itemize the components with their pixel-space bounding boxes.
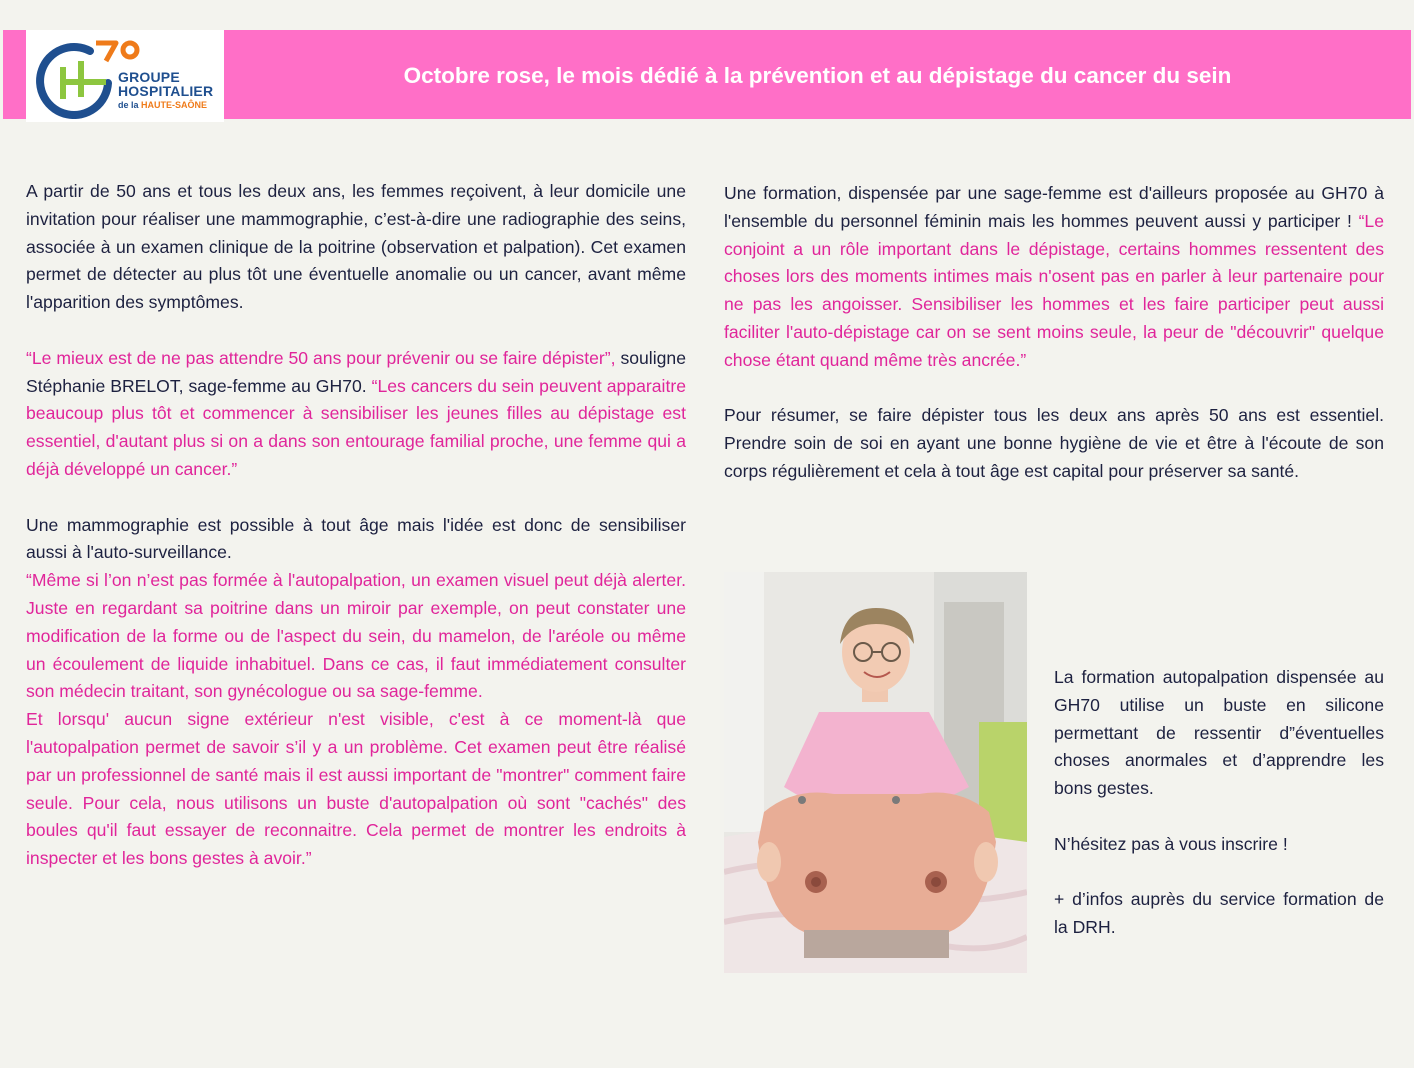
left-column <box>26 178 686 873</box>
autopalpation-quote: Et lorsqu' aucun signe extérieur n'est visible, c'est à ce moment-là que l'autopalpation permet de savoir s’il y a un problème. Cet examen peut être réalisé par un professionnel de santé mais il est aussi important de "montrer" comment faire seule. Pour cela, nous utilisons un buste d'autopalpation où sont "cachés" des boules qu'il faut essayer de reconnaitre. Cela permet de montrer les endroits à inspecter et les bons gestes à avoir.” <box>26 709 686 869</box>
quote-paragraph <box>26 345 686 484</box>
logo-text-region <box>118 100 207 110</box>
visual-exam-quote: “Même si l’on n’est pas formée à l'autopalpation, un examen visuel peut déjà alerter. Juste en regardant sa poitrine dans un miroir par exemple, on peut constater une modification de la forme ou de l'aspect du sein, du mamelon, de l'aréole ou même un écoulement de liquide inhabituel. Dans ce cas, il faut immédiatement consulter son médecin traitant, son gynécologue ou sa sage-femme. <box>26 570 686 702</box>
logo-text-haute-saone: HAUTE-SAÔNE <box>141 100 208 110</box>
training-bust-paragraph: La formation autopalpation dispensée au GH70 utilise un buste en silicone permettant de ressentir d”éventuelles choses anormales et d’apprendre les bons gestes. <box>1054 667 1384 799</box>
quote-text: “Le mieux est de ne pas attendre 50 ans pour prévenir ou se faire dépister”, <box>26 347 616 368</box>
training-paragraph <box>724 180 1384 375</box>
attribution-text: souligne Stéphanie BRELOT, sage-femme au GH70. <box>26 347 686 396</box>
side-column <box>1054 664 1384 942</box>
quote-text: “Les cancers du sein peuvent apparaitre beaucoup plus tôt et commencer à sensibiliser les jeunes filles au dépistage est essentiel, d'autant plus si on a dans son entourage familial proche, une femme qui a déjà développé un cancer.” <box>26 375 686 479</box>
logo-text-groupe: GROUPE <box>118 69 180 85</box>
intro-paragraph: A partir de 50 ans et tous les deux ans, les femmes reçoivent, à leur domicile une invitation pour réaliser une mammographie, c’est-à-dire une radiographie des seins, associée à un examen clinique de la poitrine (observation et palpation). Cet examen permet de détecter au plus tôt une éventuelle anomalie ou un cancer, avant même l'apparition des symptômes. <box>26 181 686 313</box>
logo-text-de-la: de la <box>118 100 142 110</box>
info-contact-paragraph: + d’infos auprès du service formation de la DRH. <box>1054 889 1384 938</box>
training-intro-text: Une formation, dispensée par une sage-femme est d'ailleurs proposée au GH70 à l'ensemble du personnel féminin mais les hommes peuvent aussi y participer ! <box>724 183 1384 231</box>
right-column <box>724 180 1384 486</box>
gh70-logo <box>26 30 224 122</box>
signup-call-to-action: N’hésitez pas à vous inscrire ! <box>1054 833 1288 854</box>
page-title: Octobre rose, le mois dédié à la prévention et au dépistage du cancer du sein <box>403 63 1232 88</box>
summary-paragraph: Pour résumer, se faire dépister tous les deux ans après 50 ans est essentiel. Prendre soin de soi en ayant une bonne hygiène de vie et être à l'écoute de son corps régulièrement et cela à tout âge est capital pour préserver sa santé. <box>724 405 1384 481</box>
logo-text-hospitalier: HOSPITALIER <box>118 83 214 99</box>
partner-quote: “Le conjoint a un rôle important dans le dépistage, certains hommes ressentent des choses lors des moments intimes mais n'osent pas en parler à leur partenaire pour ne pas les angoisser. Sensibiliser les hommes et les faire participer peut aussi faciliter l'auto-dépistage car on se sent moins seule, la peur de "découvrir" quelque chose étant quand même très ancrée.” <box>724 210 1384 370</box>
mammography-paragraph: Une mammographie est possible à tout âge mais l'idée est donc de sensibiliser aussi à l'auto-surveillance. <box>26 514 686 563</box>
midwife-photo <box>724 572 1027 973</box>
